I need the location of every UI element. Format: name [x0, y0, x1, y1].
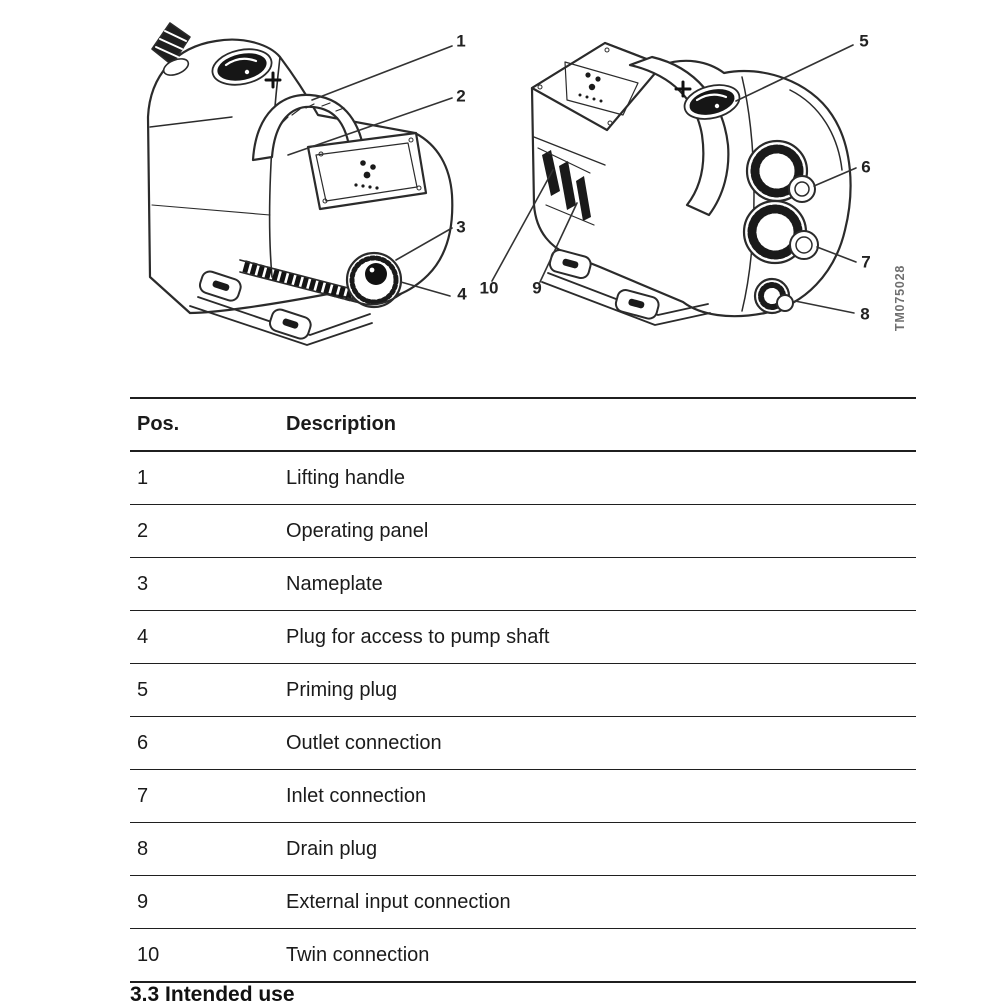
description-cell: External input connection — [286, 890, 511, 913]
pos-column-header: Pos. — [137, 413, 180, 435]
description-cell: Priming plug — [286, 678, 398, 701]
pump-rear-right-view-drawing — [480, 5, 920, 350]
callout-2: 2 — [456, 86, 466, 106]
pos-cell: 10 — [137, 943, 160, 966]
pos-cell: 3 — [137, 572, 149, 595]
parts-table — [130, 397, 916, 983]
callout-3: 3 — [456, 217, 466, 237]
table-row — [130, 611, 916, 664]
description-column-header: Description — [286, 413, 397, 435]
table-row — [130, 823, 916, 876]
description-cell: Inlet connection — [286, 784, 427, 807]
table-row — [130, 717, 916, 770]
callout-6: 6 — [861, 157, 871, 177]
pos-cell: 1 — [137, 466, 149, 489]
table-row — [130, 876, 916, 929]
pos-cell: 2 — [137, 519, 149, 542]
section-heading: 3.3 Intended use — [130, 983, 295, 1006]
description-cell: Twin connection — [286, 943, 430, 966]
callout-4: 4 — [457, 284, 467, 304]
callout-5: 5 — [859, 31, 869, 51]
callout-10: 10 — [479, 278, 499, 298]
pos-cell: 5 — [137, 678, 149, 701]
description-cell: Outlet connection — [286, 731, 442, 754]
description-cell: Nameplate — [286, 572, 383, 595]
table-row — [130, 558, 916, 611]
table-row — [130, 664, 916, 717]
table-row — [130, 452, 916, 505]
description-cell: Operating panel — [286, 519, 429, 542]
pos-cell: 7 — [137, 784, 149, 807]
description-cell: Plug for access to pump shaft — [286, 625, 550, 648]
table-row — [130, 505, 916, 558]
pump-front-left-view-drawing — [120, 5, 480, 350]
callout-1: 1 — [456, 31, 466, 51]
table-row — [130, 929, 916, 983]
callout-8: 8 — [860, 304, 870, 324]
pos-cell: 4 — [137, 625, 149, 648]
product-overview-figure — [0, 0, 1000, 380]
pos-cell: 6 — [137, 731, 149, 754]
pos-cell: 9 — [137, 890, 149, 913]
table-row — [130, 770, 916, 823]
table-header — [130, 397, 916, 452]
description-cell: Drain plug — [286, 837, 378, 860]
callout-9: 9 — [532, 278, 542, 298]
pos-cell: 8 — [137, 837, 149, 860]
figure-code-label: TM075028 — [893, 264, 907, 332]
callout-7: 7 — [861, 252, 871, 272]
description-cell: Lifting handle — [286, 466, 405, 489]
